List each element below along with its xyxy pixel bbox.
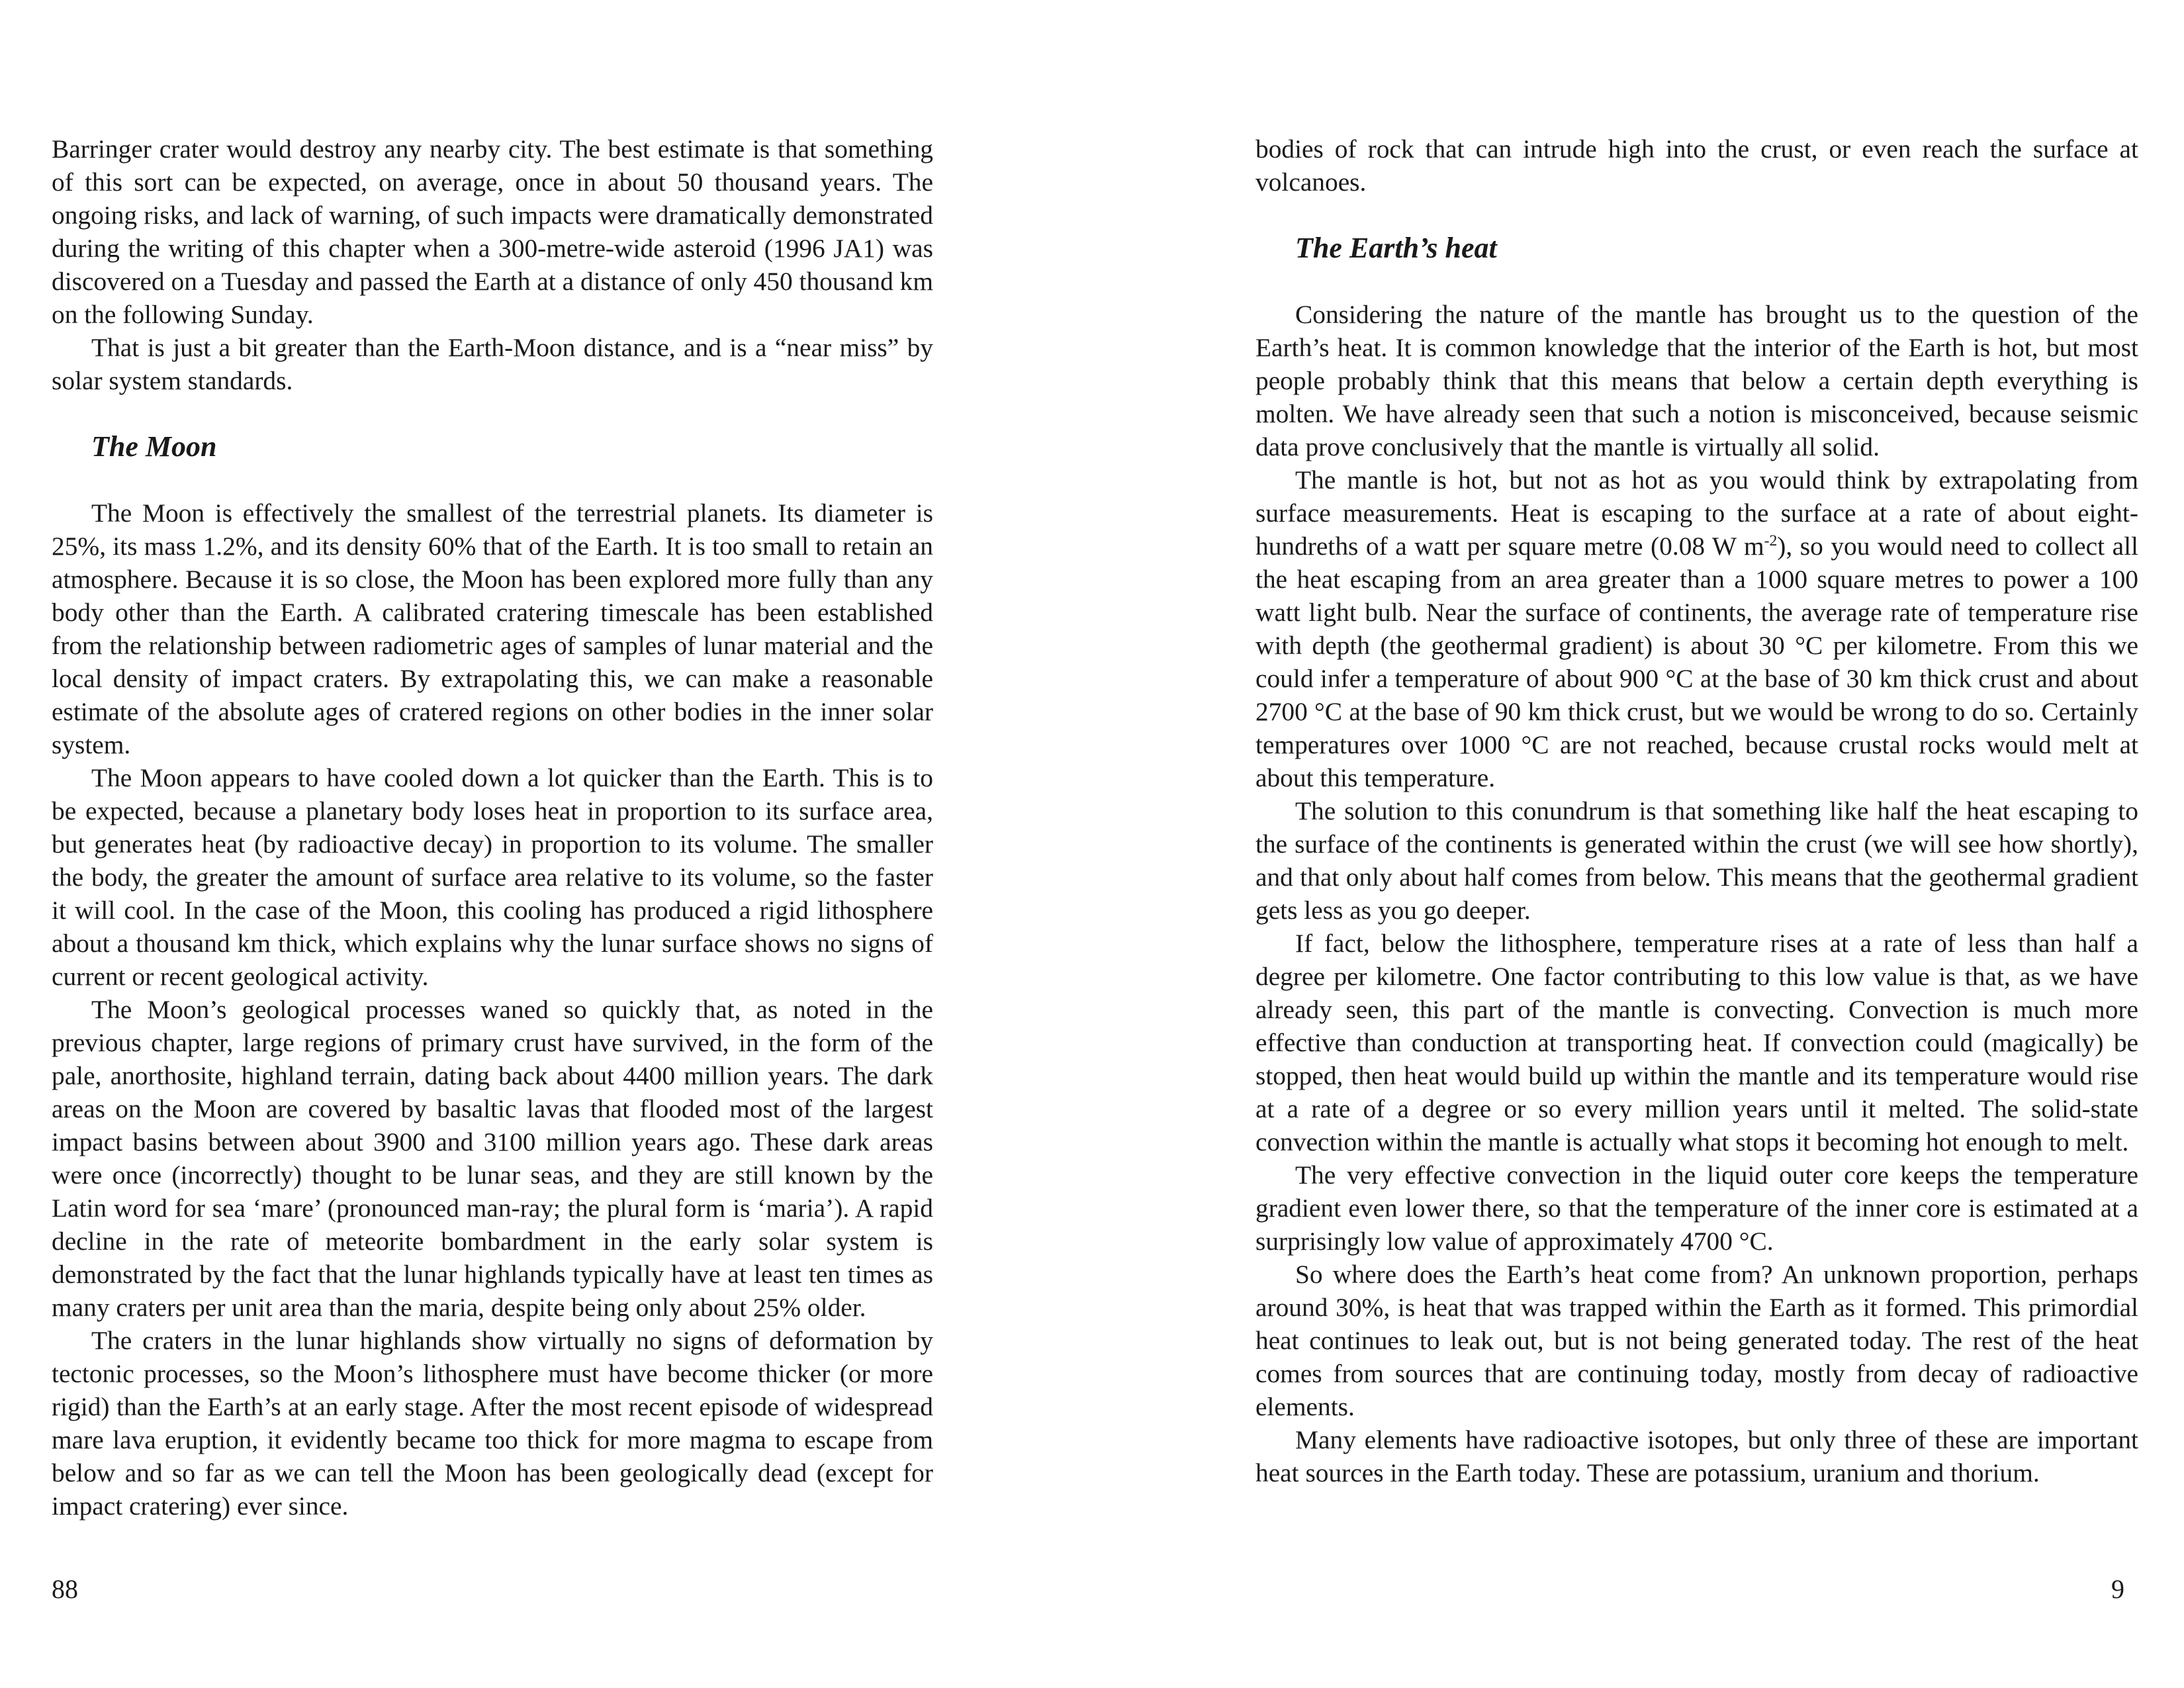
paragraph: That is just a bit greater than the Earth-Moon distance, and is a “near miss” by solar system standards. [52,333,933,395]
paragraph: Considering the nature of the mantle has brought us to the question of the Earth’s heat. It is common knowledge that the interior of the Earth is hot, but most people probably think that this means that below a certain depth everything is molten. We have already seen that such a notion is misconceived, because seismic data prove conclusively that the mantle is virtually all solid. [1255,300,2138,461]
paragraph: The Moon appears to have cooled down a lot quicker than the Earth. This is to be expected, because a planetary body loses heat in proportion to its surface area, but generates heat (by radioactive decay) in proportion to its volume. The smaller the body, the greater the amount of surface area relative to its volume, so the faster it will cool. In the case of the Moon, this cooling has produced a rigid lithosphere about a thousand km thick, which explains why the lunar surface shows no signs of current or recent geological activity. [52,763,933,991]
page-number-right: 9 [2111,1574,2124,1604]
paragraph: The craters in the lunar highlands show virtually no signs of deformation by tectonic processes, so the Moon’s lithosphere must have become thicker (or more rigid) than the Earth’s at an early stage. After the most recent episode of widespread mare lava eruption, it evidently became too thick for more magma to escape from below and so far as we can tell the Moon has been geologically dead (except for impact cratering) ever since. [52,1326,933,1521]
paragraph: The Moon is effectively the smallest of the terrestrial planets. Its diameter is 25%, its mass 1.2%, and its density 60% that of the Earth. It is too small to retain an atmosphere. Because it is so close, the Moon has been explored more fully than any body other than the Earth. A calibrated cratering timescale has been established from the relationship between radiometric ages of samples of lunar material and the local density of impact craters. By extrapolating this, we can make a reasonable estimate of the absolute ages of cratered regions on other bodies in the inner solar system. [52,498,933,759]
paragraph-text: ), so you would need to collect all the heat escaping from an area greater than a 1000 square metres to power a 100 watt light bulb. Near the surface of continents, the average rate of temperature rise with depth (the geothermal gradient) is about 30 °C per kilometre. From this we could infer a temperature of about 900 °C at the base of 30 km thick crust and about 2700 °C at the base of 90 km thick crust, but we would be wrong to do so. Certainly temperatures over 1000 °C are not reached, because crustal rocks would melt at about this temperature. [1255,532,2138,792]
paragraph: bodies of rock that can intrude high into the crust, or even reach the surface at volcanoes. [1255,134,2138,197]
paragraph-text: The mantle is hot, but not as hot as you would think by extrapolating from surface measurements. Heat is escaping to the surface at a rate of about eight-hundreths of a watt per square metre (0.08 W m [1255,465,2138,561]
paragraph: Barringer crater would destroy any nearby city. The best estimate is that something of this sort can be expected, on average, once in about 50 thousand years. The ongoing risks, and lack of warning, of such impacts were dramatically demonstrated during the writing of this chapter when a 300-metre-wide asteroid (1996 JA1) was discovered on a Tuesday and passed the Earth at a distance of only 450 thousand km on the following Sunday. [52,134,933,329]
paragraph: The Moon’s geological processes waned so quickly that, as noted in the previous chapter, large regions of primary crust have survived, in the form of the pale, anorthosite, highland terrain, dating back about 4400 million years. The dark areas on the Moon are covered by basaltic lavas that flooded most of the largest impact basins between about 3900 and 3100 million years ago. These dark areas were once (incorrectly) thought to be lunar seas, and they are still known by the Latin word for sea ‘mare’ (pronounced man-ray; the plural form is ‘maria’). A rapid decline in the rate of meteorite bombardment in the early solar system is demonstrated by the fact that the lunar highlands typically have at least ten times as many craters per unit area than the maria, despite being only about 25% older. [52,995,933,1322]
paragraph [1255,463,2138,794]
section-heading-earths-heat: The Earth’s heat [1295,232,1497,264]
left-page [52,132,933,1523]
paragraph: The solution to this conundrum is that something like half the heat escaping to the surface of the continents is generated within the crust (we will see how shortly), and that only about half comes from below. This means that the geothermal gradient gets less as you go deeper. [1255,796,2138,925]
paragraph: So where does the Earth’s heat come from? An unknown proportion, perhaps around 30%, is heat that was trapped within the Earth as it formed. This primordial heat continues to leak out, but is not being generated today. The rest of the heat comes from sources that are continuing today, mostly from decay of radioactive elements. [1255,1260,2138,1421]
paragraph: If fact, below the lithosphere, temperature rises at a rate of less than half a degree per kilometre. One factor contributing to this low value is that, as we have already seen, this part of the mantle is convecting. Convection is much more effective than conduction at transporting heat. If convection could (magically) be stopped, then heat would build up within the mantle and its temperature would rise at a rate of a degree or so every million years until it melted. The solid-state convection within the mantle is actually what stops it becoming hot enough to melt. [1255,929,2138,1156]
right-page [1255,132,2138,1489]
paragraph: Many elements have radioactive isotopes, but only three of these are important heat sources in the Earth today. These are potassium, uranium and thorium. [1255,1425,2138,1487]
section-heading-moon: The Moon [91,430,217,463]
page-number-left: 88 [52,1574,78,1604]
paragraph: The very effective convection in the liquid outer core keeps the temperature gradient even lower there, so that the temperature of the inner core is estimated at a surprisingly low value of approximately 4700 °C. [1255,1160,2138,1256]
superscript-exponent: -2 [1764,532,1778,549]
